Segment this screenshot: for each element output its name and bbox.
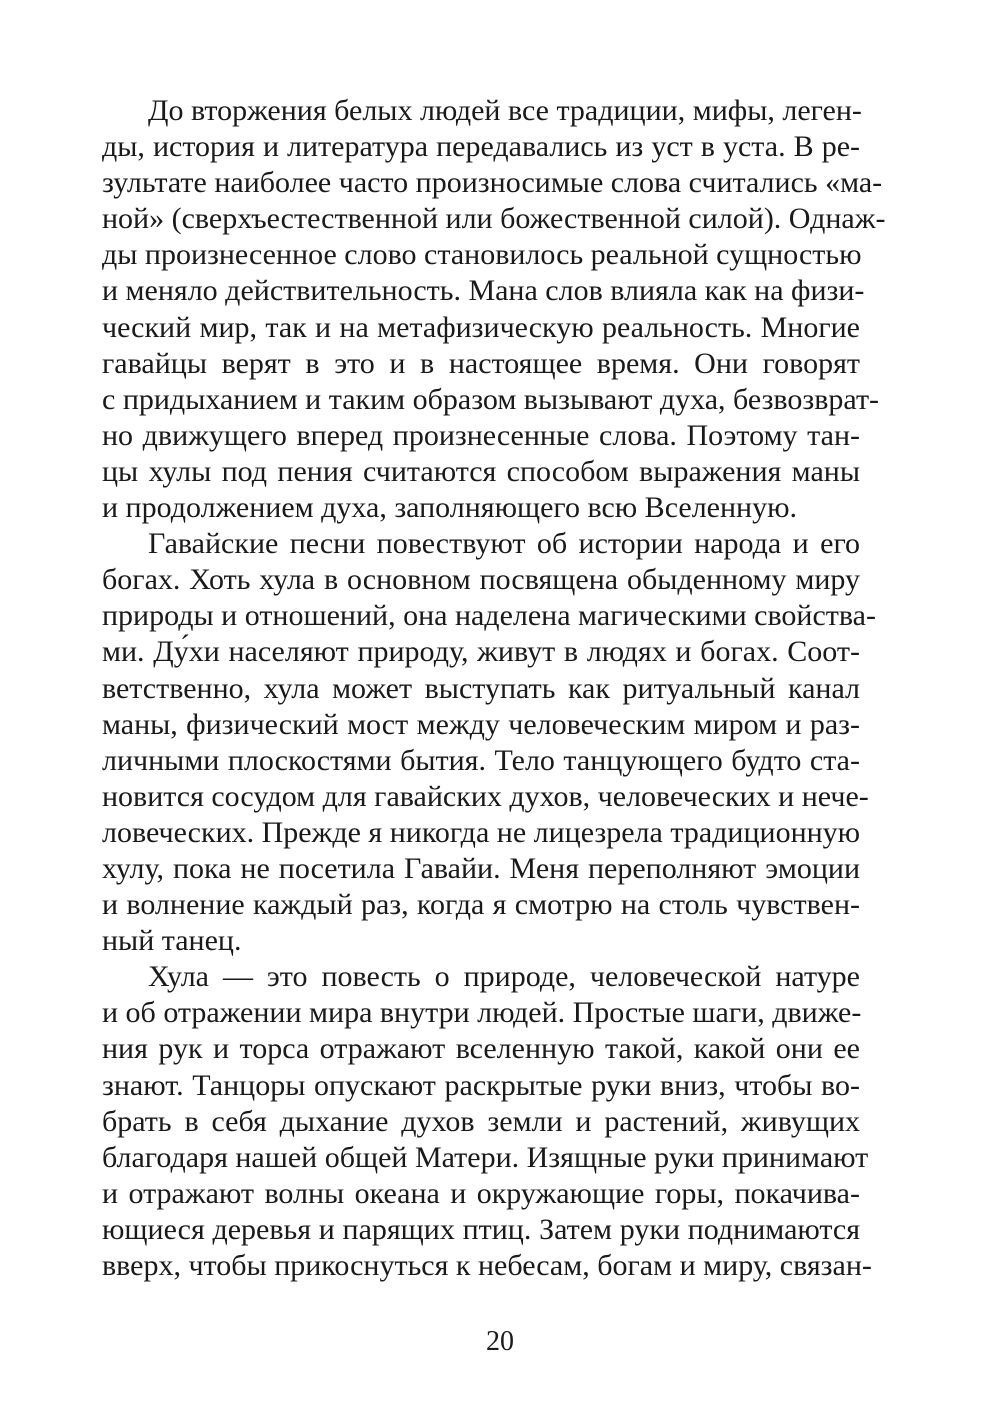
text-line: зультате наиболее часто произносимые слова считались «ма- [102,166,883,200]
text-line: Гавайские песни повествуют об истории народа и его [148,527,860,561]
text-line: вверх, чтобы прикоснуться к небесам, богам и миру, связан- [102,1249,872,1282]
text-line: гавайцы верят в это и в настоящее время. Они говорят [102,346,860,380]
text-line: но движущего вперед произнесенные слова. Поэтому тан- [102,418,860,452]
text-line: и продолжением духа, заполняющего всю Вселенную. [102,491,797,525]
text-line: природы и отношений, она наделена магическими свойства- [102,599,876,633]
text-line: и отражают волны океана и окружающие горы, покачива- [102,1176,860,1210]
text-line: с придыханием и таким образом вызывают духа, безвозврат- [102,382,880,416]
text-line: До вторжения белых людей все традиции, мифы, леген- [148,94,862,127]
text-line: ния рук и торса отражают вселенную такой, какой они ее [102,1032,860,1066]
text-line: благодаря нашей общей Матери. Изящные руки принимают [102,1140,869,1174]
text-line: ды, история и литература передавались из уст в уста. В ре- [102,130,860,164]
text-line: хулу, пока не посетила Гавайи. Меня переполняют эмоции [102,851,860,885]
text-line: брать в себя дыхание духов земли и растений, живущих [102,1104,860,1138]
text-line: и волнение каждый раз, когда я смотрю на столь чувствен- [102,888,860,922]
text-line: Хула — это повесть о природе, человеческой натуре [148,960,860,994]
text-line: ды произнесенное слово становилось реальной сущностью [102,238,862,272]
text-line: ческий мир, так и на метафизическую реальность. Многие [102,310,860,344]
text-line: богах. Хоть хула в основном посвящена обыденному миру [102,563,860,597]
text-line: ной» (сверхъестественной или божественной силой). Однаж- [102,202,886,236]
text-line: ный танец. [102,924,242,958]
paragraph-2 [102,526,876,959]
paragraph-3 [102,959,872,1284]
body-text [102,93,886,1284]
text-line: и меняло действительность. Мана слов влияла как на физи- [102,274,865,308]
text-line: ловеческих. Прежде я никогда не лицезрела традиционную [102,815,861,849]
text-line: знают. Танцоры опускают раскрытые руки вниз, чтобы во- [102,1068,860,1102]
page-number: 20 [486,1326,514,1357]
text-line: цы хулы под пения считаются способом выражения маны [102,454,860,488]
text-line: новится сосудом для гавайских духов, человеческих и нече- [102,779,869,813]
paragraph-1 [102,93,886,526]
text-line: личными плоскостями бытия. Тело танцующего будто ста- [102,743,860,777]
text-line: маны, физический мост между человеческим миром и раз- [102,707,860,741]
text-line: ющиеся деревья и парящих птиц. Затем руки поднимаются [102,1212,860,1246]
text-line: ветственно, хула может выступать как ритуальный канал [102,671,860,705]
text-line: ми. Ду́хи населяют природу, живут в людях и богах. Соот- [102,635,860,669]
text-line: и об отражении мира внутри людей. Простые шаги, движе- [102,996,862,1030]
